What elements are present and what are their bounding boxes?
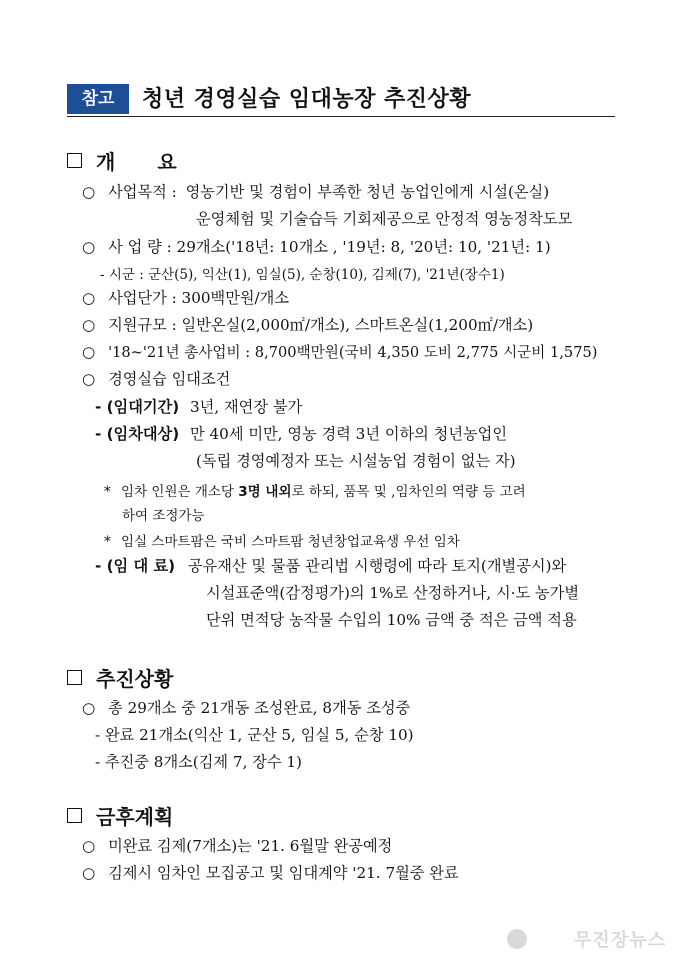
- progress-summary-line: ○ 총 29개소 중 21개동 조성완료, 8개동 조성중: [82, 699, 411, 717]
- rent-line-2: 시설표준액(감정평가)의 1%로 산정하거나, 시·도 농가별: [206, 584, 580, 602]
- circle-bullet-icon: ○: [82, 837, 96, 855]
- volume-line: ○ 사 업 량 : 29개소('18년: 10개소 , '19년: 8, '20년: 10, '21년: 1): [82, 238, 551, 256]
- plan-line-2: ○ 김제시 임차인 모집공고 및 임대계약 '21. 7월중 완료: [82, 864, 459, 882]
- circle-bullet-icon: ○: [82, 316, 96, 334]
- county-line: - 시군 : 군산(5), 익산(1), 임실(5), 순창(10), 김제(7), '21년(장수1): [100, 267, 505, 283]
- reference-badge: 참고: [67, 84, 129, 114]
- circle-bullet-icon: ○: [82, 699, 96, 717]
- unit-cost-line: ○ 사업단가 : 300백만원/개소: [82, 289, 290, 307]
- checkbox-square-icon: [67, 808, 82, 823]
- circle-bullet-icon: ○: [82, 238, 96, 256]
- rent-line-1: - (임 대 료) 공유재산 및 물품 관리법 시행령에 따라 토지(개별공시)와: [95, 557, 567, 575]
- rent-line-3: 단위 면적당 농작물 수입의 10% 금액 중 적은 금액 적용: [206, 611, 577, 629]
- purpose-line-1: ○ 사업목적 : 영농기반 및 경험이 부족한 청년 농업인에게 시설(온실): [82, 183, 550, 201]
- lessee-target-line-2: (독립 경영예정자 또는 시설농업 경험이 없는 자): [196, 452, 516, 470]
- circle-bullet-icon: ○: [82, 864, 96, 882]
- page-title: 청년 경영실습 임대농장 추진상황: [142, 87, 472, 112]
- watermark-logo-icon: [507, 929, 527, 949]
- watermark: 무진장뉴스: [574, 930, 666, 951]
- section-heading-progress: 추진상황: [67, 663, 173, 692]
- checkbox-square-icon: [67, 153, 82, 168]
- progress-completed-line: - 완료 21개소(익산 1, 군산 5, 임실 5, 순창 10): [95, 726, 414, 744]
- total-cost-line: ○ '18~'21년 총사업비 : 8,700백만원(국비 4,350 도비 2,775 시군비 1,575): [82, 343, 598, 361]
- lease-period-line: - (임대기간) 3년, 재연장 불가: [95, 398, 303, 416]
- section-heading-plan: 금후계획: [67, 801, 173, 830]
- circle-bullet-icon: ○: [82, 370, 96, 388]
- purpose-line-2: 운영체험 및 기술습득 기회제공으로 안정적 영농정착도모: [196, 210, 573, 228]
- note-lessee-count: * 임차 인원은 개소당 3명 내외로 하되, 품목 및 ,임차인의 역량 등 고려: [104, 484, 526, 500]
- title-underline: [67, 116, 615, 117]
- lessee-target-line-1: - (임차대상) 만 40세 미만, 영농 경력 3년 이하의 청년농업인: [95, 425, 508, 443]
- plan-line-1: ○ 미완료 김제(7개소)는 '21. 6월말 완공예정: [82, 837, 393, 855]
- progress-ongoing-line: - 추진중 8개소(김제 7, 장수 1): [95, 753, 302, 771]
- checkbox-square-icon: [67, 670, 82, 685]
- conditions-heading: ○ 경영실습 임대조건: [82, 370, 231, 388]
- note-smartfarm: * 임실 스마트팜은 국비 스마트팜 청년창업교육생 우선 임차: [104, 534, 460, 550]
- support-scale-line: ○ 지원규모 : 일반온실(2,000㎡/개소), 스마트온실(1,200㎡/개소): [82, 316, 534, 334]
- section-heading-overview: 개 요: [67, 146, 177, 175]
- circle-bullet-icon: ○: [82, 289, 96, 307]
- note-lessee-count-line-2: 하여 조정가능: [122, 508, 205, 524]
- circle-bullet-icon: ○: [82, 183, 96, 201]
- circle-bullet-icon: ○: [82, 343, 96, 361]
